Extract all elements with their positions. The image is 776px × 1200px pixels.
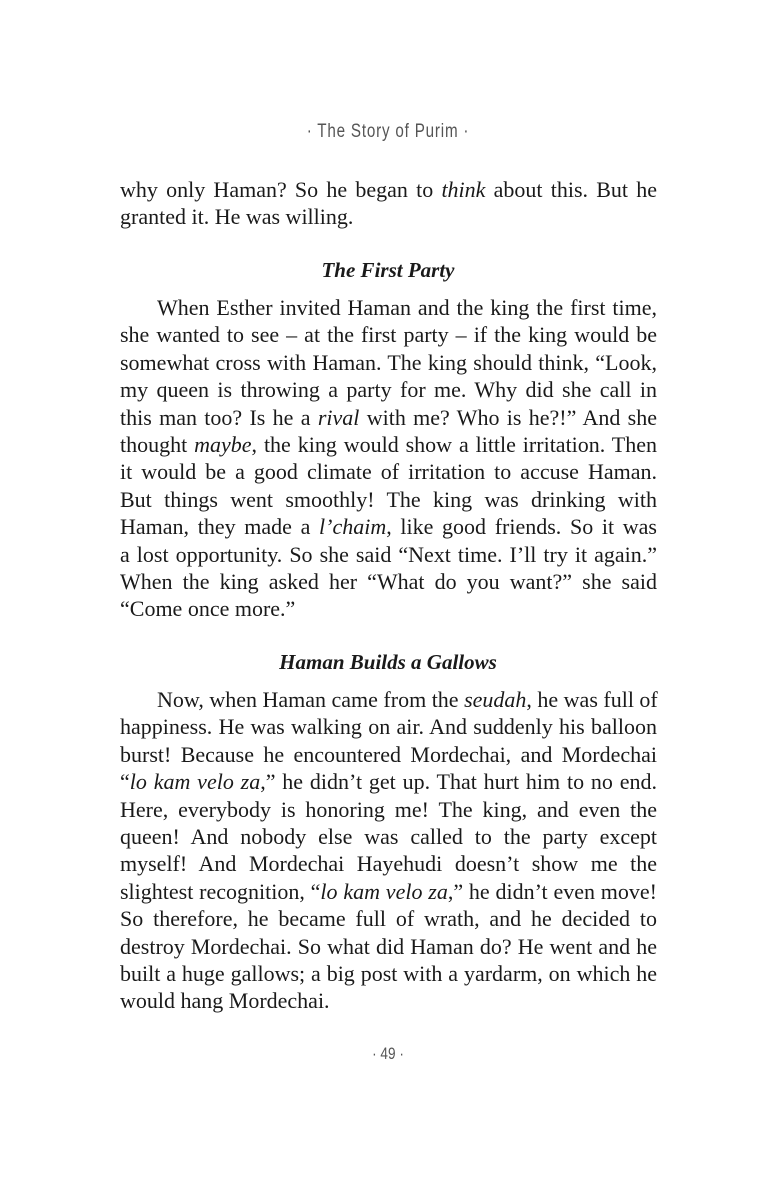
text-line [120,321,657,348]
text-span: Here, everybody is honoring me! The king, and even the [120,796,657,822]
text-span: When the king asked her “What do you want?” she said [120,569,657,594]
text-line [120,933,657,960]
text-line [120,349,657,376]
text-span: So therefore, he became full of wrath, and he decided to [120,906,657,932]
text-span: my queen is throwing a party for me. Why did she call in [120,377,657,403]
text-span: , he was full of [526,687,658,712]
text-line [120,960,657,987]
text-line [120,541,657,568]
text-line [120,203,657,230]
italic-text: lo kam velo za [129,769,261,795]
text-span: , the king would show a little irritation. Then [251,432,657,457]
text-span: ,” he didn’t even move! [447,878,657,904]
page-number: · 49 · [372,1044,404,1063]
text-span: with me? Who is he?!” And she [359,404,657,430]
text-span: myself! And Mordechai Hayehudi doesn’t show me the [120,851,657,877]
italic-text: seudah [464,687,527,712]
italic-text: maybe [194,432,252,457]
text-span: destroy Mordechai. So what did Haman do? He went and he [120,933,657,959]
text-span: happiness. He was walking on air. And suddenly his balloon [120,714,657,740]
text-span: it would be a good climate of irritation to accuse Haman. [120,459,657,485]
text-span: a lost opportunity. So she said “Next time. I’ll try it again.” [120,541,657,567]
text-line [120,458,657,485]
text-line [120,905,657,932]
text-span: slightest recognition, “ [120,878,321,904]
text-line [120,686,657,713]
italic-text: l’chaim [319,514,387,540]
text-span: would hang Mordechai. [120,988,330,1014]
section-heading: Haman Builds a Gallows [279,650,497,674]
text-span: she wanted to see – at the first party – if the king would be [120,322,657,348]
text-line [120,768,657,795]
text-span: When Esther invited Haman and the king the first time, [157,295,657,320]
text-span: ,” he didn’t get up. That hurt him to no end. [260,769,657,795]
text-line [120,376,657,403]
text-line [120,294,657,321]
text-span: burst! Because he encountered Mordechai, and Mordechai [120,741,657,767]
text-span: granted it. He was willing. [120,204,354,230]
text-span: queen! And nobody else was called to the party except [120,824,657,849]
text-line [120,176,657,203]
text-span: “ [120,769,130,795]
text-span: somewhat cross with Haman. The king should think, “Look, [120,349,657,375]
text-line [120,513,657,540]
text-span: why only Haman? So he began to [120,177,442,202]
text-line [120,850,657,877]
text-line [120,568,657,595]
text-span: Now, when Haman came from the [157,687,465,712]
text-line [120,987,657,1014]
text-line [120,796,657,823]
text-span: “Come once more.” [120,596,296,622]
section-heading: The First Party [321,258,455,282]
text-line [120,404,657,431]
text-line [120,595,657,622]
text-span: Haman, they made a [120,514,319,540]
text-line [120,878,657,905]
running-head: · The Story of Purim · [306,121,470,142]
text-span: But things went smoothly! The king was drinking with [120,486,657,512]
text-line [120,823,657,850]
text-span: this man too? Is he a [120,404,318,430]
text-span: about this. But he [485,177,658,202]
text-line [120,431,657,458]
italic-text: rival [317,404,360,430]
text-line [120,486,657,513]
text-span: thought [120,432,195,457]
text-span: , like good friends. So it was [386,514,657,540]
text-line [120,741,657,768]
italic-text: lo kam velo za [320,878,448,904]
italic-text: think [441,177,486,202]
text-span: built a huge gallows; a big post with a yardarm, on which he [120,961,657,986]
text-line [120,713,657,740]
